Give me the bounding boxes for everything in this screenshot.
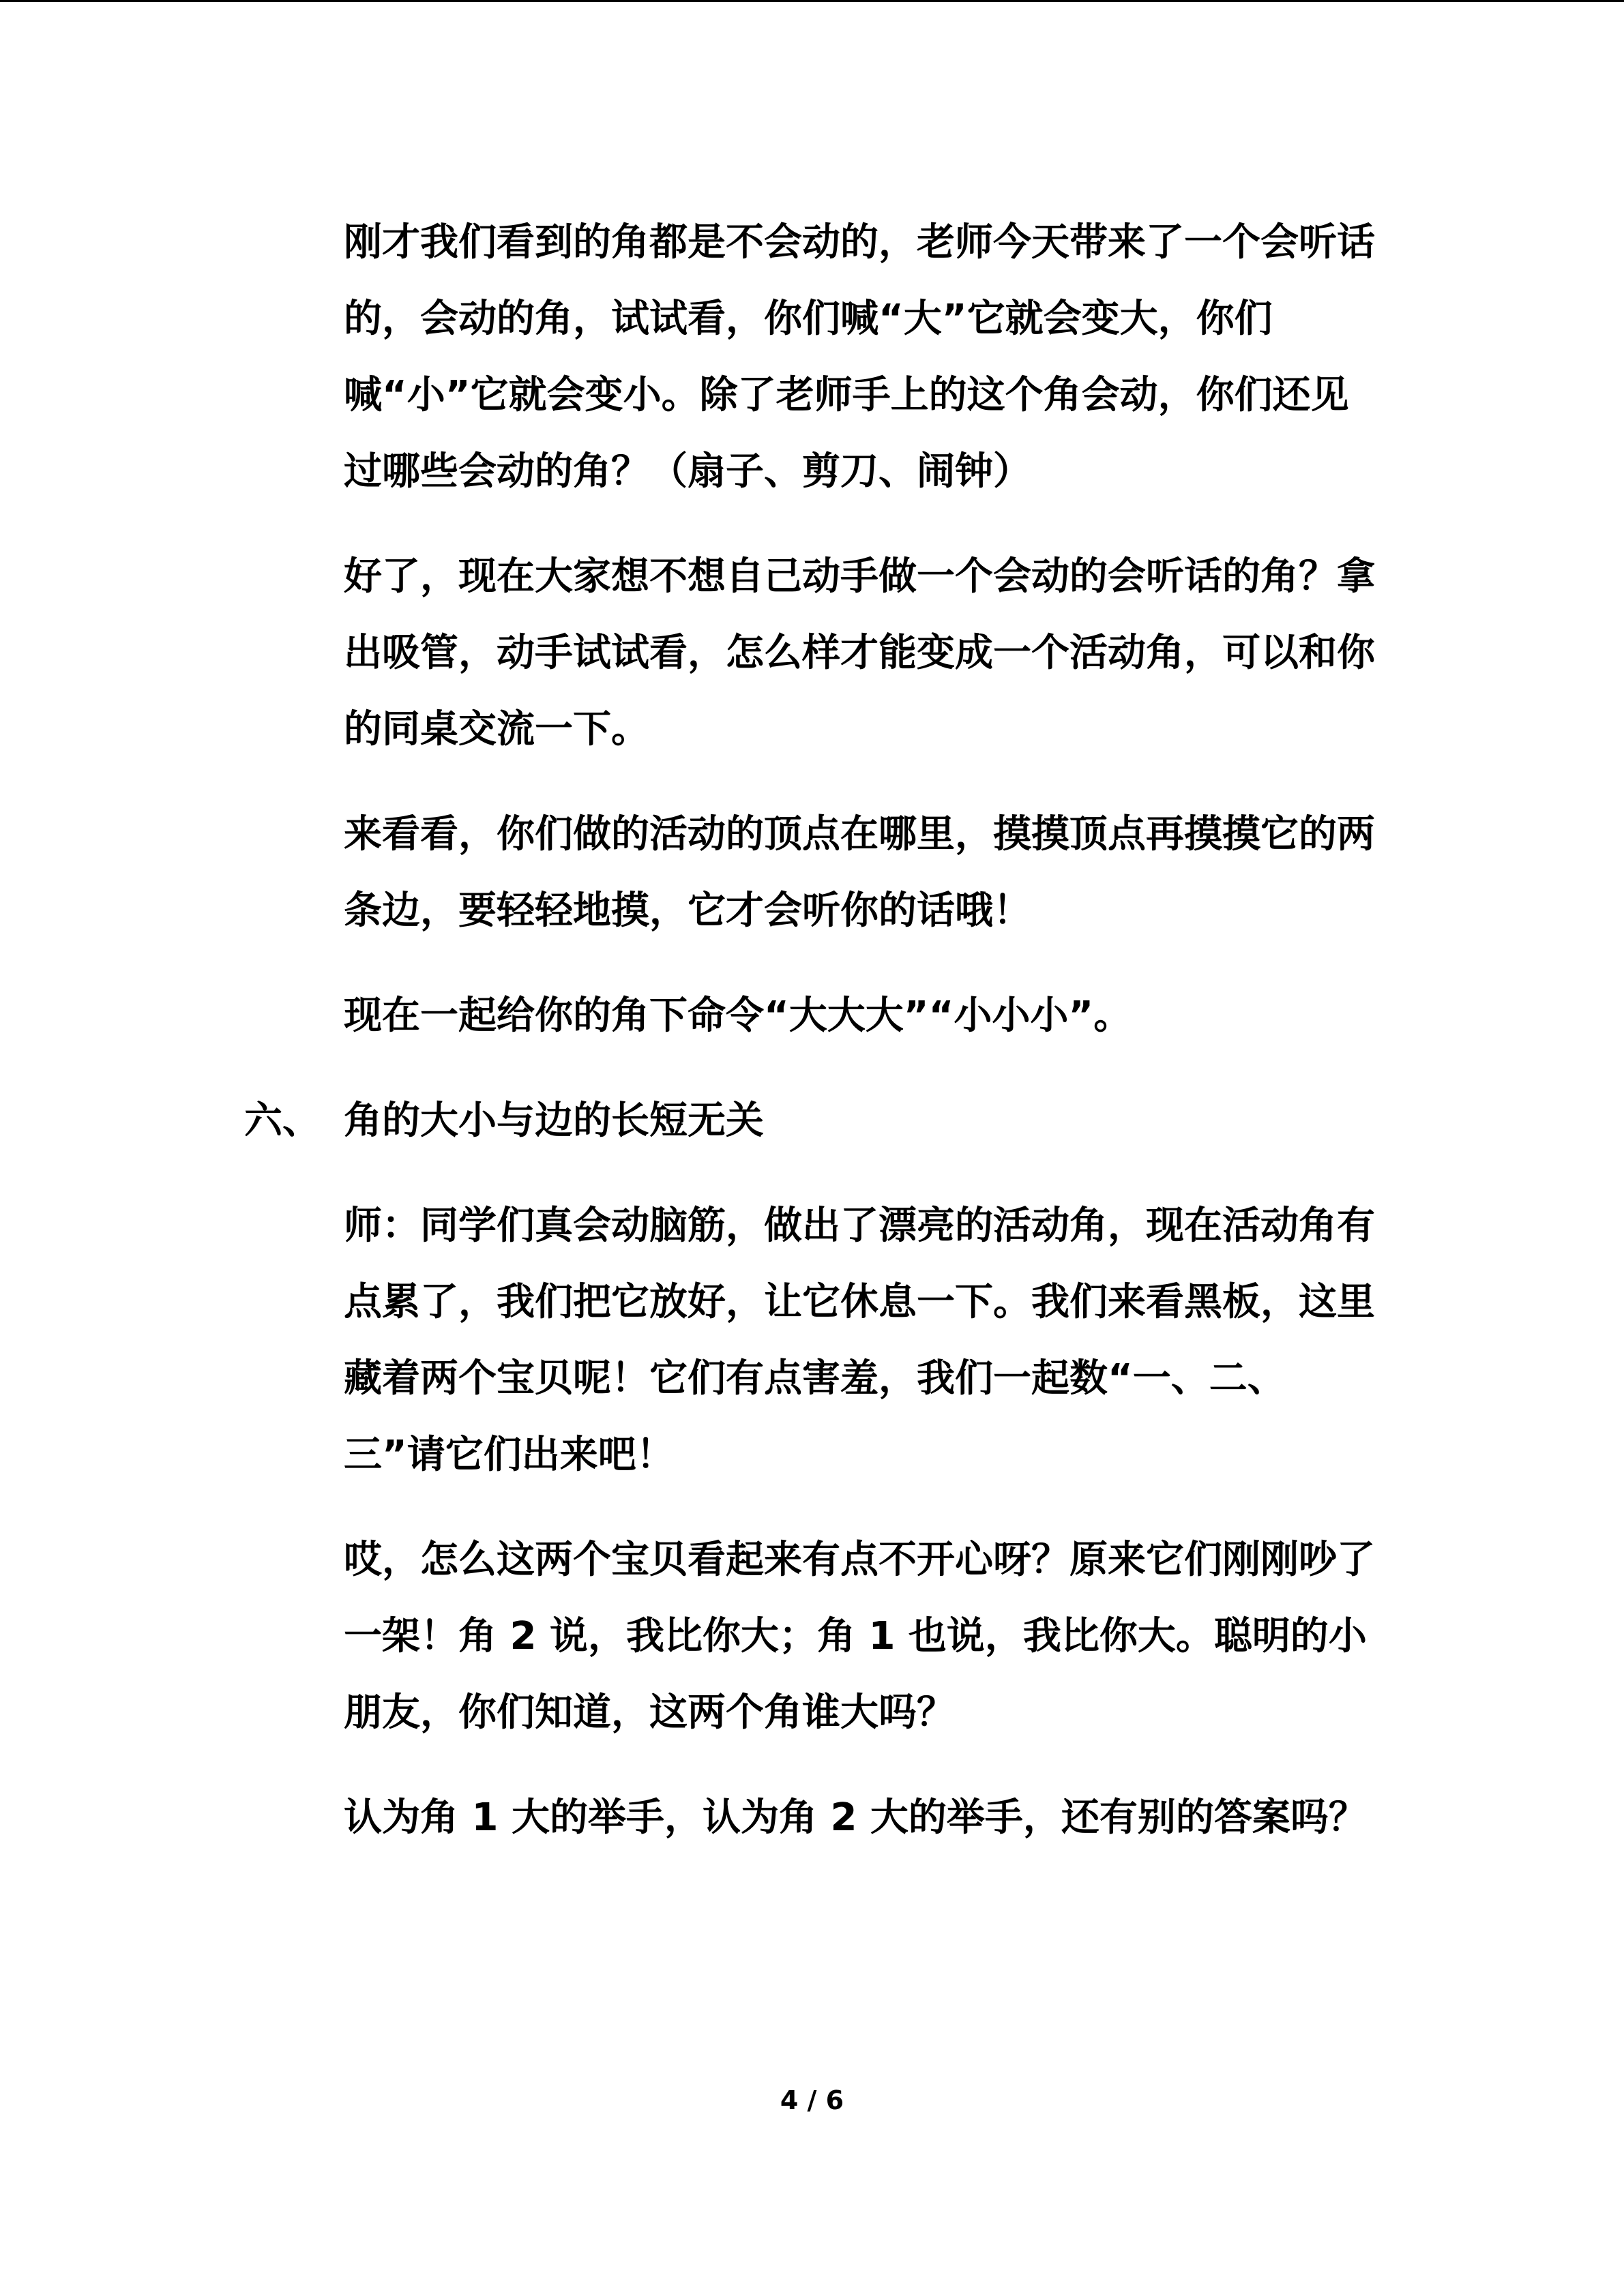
paragraph-make-angle: 好了，现在大家想不想自己动手做一个会动的会听话的角？拿出吸管，动手试试看，怎么样才能变成一个活动角，可以和你的同桌交流一下。 (344, 554, 1375, 751)
page-top-border (0, 0, 1624, 2)
paragraph-touch-vertex: 来看看，你们做的活动的顶点在哪里，摸摸顶点再摸摸它的两条边，要轻轻地摸，它才会听你的话哦！ (344, 812, 1375, 933)
paragraph-command: 现在一起给你的角下命令“大大大”“小小小”。 (344, 994, 1132, 1038)
paragraph-teacher-intro: 师：同学们真会动脑筋，做出了漂亮的活动角，现在活动角有点累了，我们把它放好，让它休息一下。我们来看黑板，这里藏着两个宝贝呢！它们有点害羞，我们一起数“一、二、三”请它们出来吧！ (344, 1204, 1375, 1477)
section-heading (244, 1083, 1381, 1159)
document-body (244, 205, 1381, 1885)
section-title: 角的大小与边的长短无关 (344, 1099, 764, 1143)
section-number: 六、 (244, 1099, 321, 1143)
paragraph-angles-quarrel: 哎，怎么这两个宝贝看起来有点不开心呀？原来它们刚刚吵了一架！角 2 说，我比你大；角 1 也说，我比你大。聪明的小朋友，你们知道，这两个角谁大吗？ (344, 1538, 1375, 1735)
paragraph-moving-angle-intro: 刚才我们看到的角都是不会动的，老师今天带来了一个会听话的，会动的角，试试看，你们喊“大”它就会变大，你们喊“小”它就会变小。除了老师手上的这个角会动，你们还见过哪些会动的角？（扇子、剪刀、闹钟） (344, 220, 1375, 494)
page-number: 4 / 6 (780, 2085, 844, 2115)
paragraph-raise-hands: 认为角 1 大的举手，认为角 2 大的举手，还有别的答案吗？ (344, 1795, 1367, 1840)
